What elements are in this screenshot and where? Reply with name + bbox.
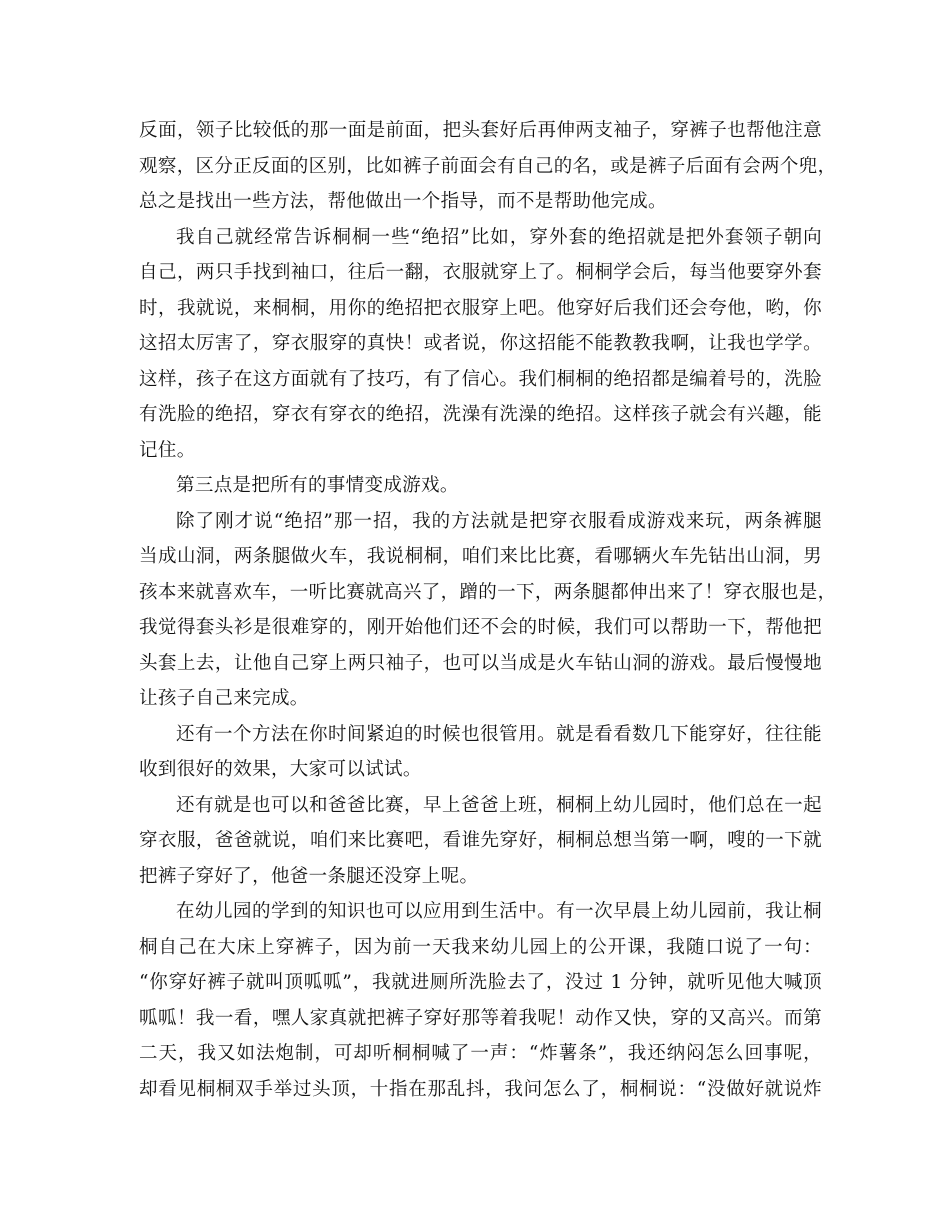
text-line: 收到很好的效果，大家可以试试。 [139,759,422,780]
text-line: 孩本来就喜欢车，一听比赛就高兴了，蹭的一下，两条腿都伸出来了！穿衣服也是， [139,581,837,603]
text-line: 自己，两只手找到袖口，往后一翻，衣服就穿上了。桐桐学会后，每当他要穿外套 [139,262,822,283]
text-line: 有洗脸的绝招，穿衣有穿衣的绝招，洗澡有洗澡的绝招。这样孩子就会有兴趣，能 [139,404,822,425]
text-line: 在幼儿园的学到的知识也可以应用到生活中。有一次早晨上幼儿园前，我让桐 [176,901,822,922]
text-line: 观察，区分正反面的区别，比如裤子前面会有自己的名，或是裤子后面有会两个兜， [139,155,837,177]
text-line: 我自己就经常告诉桐桐一些“绝招”比如，穿外套的绝招就是把外套领子朝向 [176,226,822,248]
text-line: 二天，我又如法炮制，可却听桐桐喊了一声：“炸薯条”，我还纳闷怎么回事呢， [139,1043,822,1064]
text-line: 却看见桐桐双手举过头顶，十指在那乱抖，我问怎么了，桐桐说：“没做好就说炸 [139,1078,822,1100]
text-line: 让孩子自己来完成。 [139,688,309,709]
text-line: 除了刚才说“绝招”那一招，我的方法就是把穿衣服看成游戏来玩，两条裤腿 [176,510,822,532]
text-line: 呱呱！我一看，嘿人家真就把裤子穿好那等着我呢！动作又快，穿的又高兴。而第 [139,1007,822,1029]
text-line: 当成山洞，两条腿做火车，我说桐桐，咱们来比比赛，看哪辆火车先钻出山洞，男 [139,546,822,567]
text-line: 还有就是也可以和爸爸比赛，早上爸爸上班，桐桐上幼儿园时，他们总在一起 [176,794,822,816]
text-line: 这样，孩子在这方面就有了技巧，有了信心。我们桐桐的绝招都是编着号的，洗脸 [139,368,822,390]
text-line: 第三点是把所有的事情变成游戏。 [176,475,459,496]
text-line: 时，我就说，来桐桐，用你的绝招把衣服穿上吧。他穿好后我们还会夸他，哟，你 [139,297,822,319]
text-line: 还有一个方法在你时间紧迫的时候也很管用。就是看看数几下能穿好，往往能 [176,723,822,745]
text-line: 桐自己在大床上穿裤子，因为前一天我来幼儿园上的公开课，我随口说了一句： [139,936,822,958]
text-line: 记住。 [139,439,196,461]
text-line: 穿衣服，爸爸就说，咱们来比赛吧，看谁先穿好，桐桐总想当第一啊，嗖的一下就 [139,830,822,851]
text-line: 头套上去，让他自己穿上两只袖子，也可以当成是火车钻山洞的游戏。最后慢慢地 [139,652,822,674]
body-text [139,113,837,1107]
text-line: 总之是找出一些方法，帮他做出一个指导，而不是帮助他完成。 [139,191,667,212]
text-line: 把裤子穿好了，他爸一条腿还没穿上呢。 [139,865,479,887]
text-line: 反面，领子比较低的那一面是前面，把头套好后再伸两支袖子，穿裤子也帮他注意 [139,120,822,141]
text-line: “你穿好裤子就叫顶呱呱”，我就进厕所洗脸去了，没过 1 分钟，就听见他大喊顶 [139,972,822,993]
text-line: 我觉得套头衫是很难穿的，刚开始他们还不会的时候，我们可以帮助一下，帮他把 [139,617,822,638]
text-line: 这招太厉害了，穿衣服穿的真快！或者说，你这招能不能教教我啊，让我也学学。 [139,333,822,354]
